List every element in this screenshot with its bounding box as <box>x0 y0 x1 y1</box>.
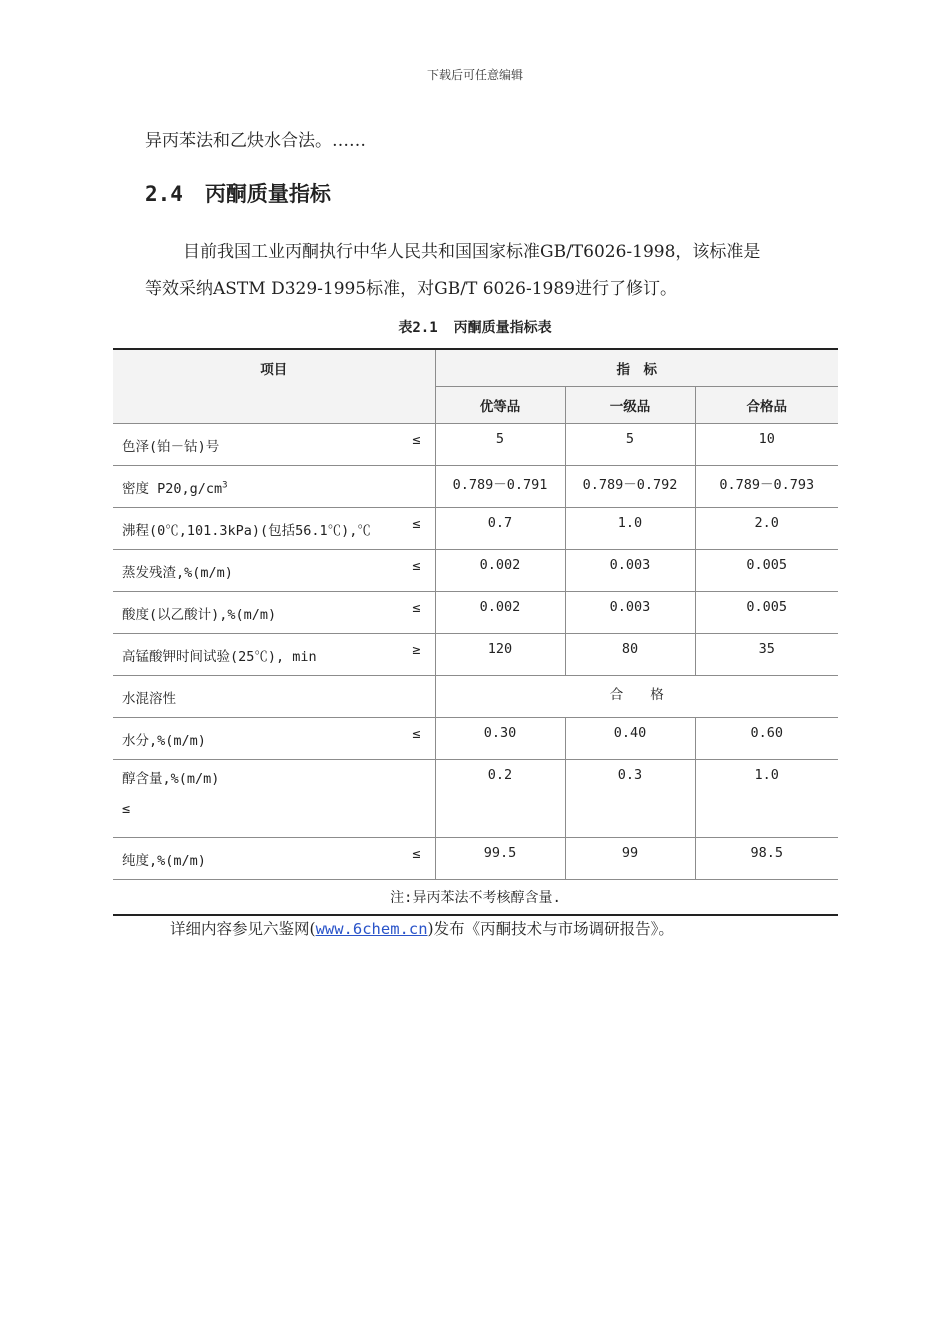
row-item <box>113 634 435 676</box>
table-row <box>113 838 838 880</box>
row-value: 0.789－0.792 <box>565 466 695 508</box>
row-item-label: 沸程(0℃,101.3kPa)(包括56.1℃),℃ <box>122 522 371 539</box>
table-caption <box>0 317 950 337</box>
row-item <box>113 550 435 592</box>
row-symbol: ≤ <box>412 846 421 862</box>
row-item-label: 高锰酸钾时间试验(25℃), min <box>122 648 317 665</box>
row-value: 1.0 <box>695 760 838 838</box>
row-value: 5 <box>565 424 695 466</box>
row-value: 99.5 <box>435 838 565 880</box>
row-symbol: ≤ <box>412 600 421 616</box>
section-heading <box>145 178 331 208</box>
header-grade-first: 一级品 <box>565 387 695 424</box>
row-item-label: 密度 P20,g/cm <box>122 480 223 497</box>
table-row <box>113 634 838 676</box>
row-value: 0.005 <box>695 550 838 592</box>
row-item-label: 酸度(以乙酸计),%(m/m) <box>122 606 277 623</box>
row-value: 0.789－0.791 <box>435 466 565 508</box>
table-row <box>113 592 838 634</box>
row-value: 35 <box>695 634 838 676</box>
row-item <box>113 424 435 466</box>
row-item <box>113 760 435 838</box>
quality-spec-table <box>113 348 838 916</box>
row-value: 0.005 <box>695 592 838 634</box>
row-value: 0.002 <box>435 550 565 592</box>
table-row <box>113 550 838 592</box>
row-item <box>113 508 435 550</box>
table-row <box>113 424 838 466</box>
table-note-row <box>113 880 838 916</box>
row-item <box>113 466 435 508</box>
row-item <box>113 718 435 760</box>
intro-tail-text: 异丙苯法和乙炔水合法。…… <box>145 131 366 151</box>
row-item <box>113 592 435 634</box>
section-title: 丙酮质量指标 <box>204 182 331 206</box>
body-paragraph <box>145 234 825 308</box>
table-header-row <box>113 349 838 387</box>
row-value: 5 <box>435 424 565 466</box>
row-value: 0.60 <box>695 718 838 760</box>
row-value: 0.3 <box>565 760 695 838</box>
row-symbol: ≤ <box>412 432 421 448</box>
row-value: 0.7 <box>435 508 565 550</box>
table-row <box>113 508 838 550</box>
row-item-label: 水混溶性 <box>122 690 176 707</box>
table-caption-number: 表2.1 <box>398 320 438 336</box>
row-merged-value: 合 格 <box>435 676 838 718</box>
row-item-label: 蒸发残渣,%(m/m) <box>122 564 233 581</box>
table-row <box>113 760 838 838</box>
body-line-1: 目前我国工业丙酮执行中华人民共和国国家标准GB/T6026-1998，该标准是 <box>183 242 761 262</box>
row-item-superscript: 3 <box>222 480 228 490</box>
row-item <box>113 838 435 880</box>
page-header-note: 下载后可任意编辑 <box>426 68 523 82</box>
row-symbol: ≥ <box>412 642 421 658</box>
header-grade-qualified: 合格品 <box>695 387 838 424</box>
table-row <box>113 718 838 760</box>
table-note: 注:异丙苯法不考核醇含量. <box>113 880 838 916</box>
row-value: 99 <box>565 838 695 880</box>
footer-reference <box>170 917 674 939</box>
header-grade-premium: 优等品 <box>435 387 565 424</box>
row-value: 0.30 <box>435 718 565 760</box>
footer-link[interactable]: www.6chem.cn <box>315 920 428 938</box>
row-item-label: 水分,%(m/m) <box>122 732 206 749</box>
row-symbol: ≤ <box>412 726 421 742</box>
row-value: 0.789－0.793 <box>695 466 838 508</box>
row-value: 0.40 <box>565 718 695 760</box>
row-item <box>113 676 435 718</box>
table-row <box>113 676 838 718</box>
table-caption-title: 丙酮质量指标表 <box>453 320 552 336</box>
row-value: 0.2 <box>435 760 565 838</box>
footer-prefix: 详细内容参见六鉴网( <box>170 920 316 938</box>
section-number: 2.4 <box>145 182 183 206</box>
row-symbol: ≤ <box>122 801 131 817</box>
row-item-label: 色泽(铂－钴)号 <box>122 438 220 455</box>
body-line-2: 等效采纳ASTM D329-1995标准，对GB/T 6026-1989进行了修订。 <box>145 279 677 299</box>
footer-suffix: )发布《丙酮技术与市场调研报告》。 <box>427 920 674 938</box>
row-value: 0.003 <box>565 592 695 634</box>
table-row <box>113 466 838 508</box>
row-value: 10 <box>695 424 838 466</box>
row-value: 98.5 <box>695 838 838 880</box>
row-value: 0.003 <box>565 550 695 592</box>
row-value: 80 <box>565 634 695 676</box>
row-item-label: 醇含量,%(m/m) <box>122 771 220 787</box>
row-symbol: ≤ <box>412 558 421 574</box>
row-value: 0.002 <box>435 592 565 634</box>
header-group: 指 标 <box>435 349 838 387</box>
row-symbol: ≤ <box>412 516 421 532</box>
row-value: 1.0 <box>565 508 695 550</box>
row-value: 2.0 <box>695 508 838 550</box>
row-item-label: 纯度,%(m/m) <box>122 852 206 869</box>
header-item: 项目 <box>113 349 435 424</box>
row-value: 120 <box>435 634 565 676</box>
